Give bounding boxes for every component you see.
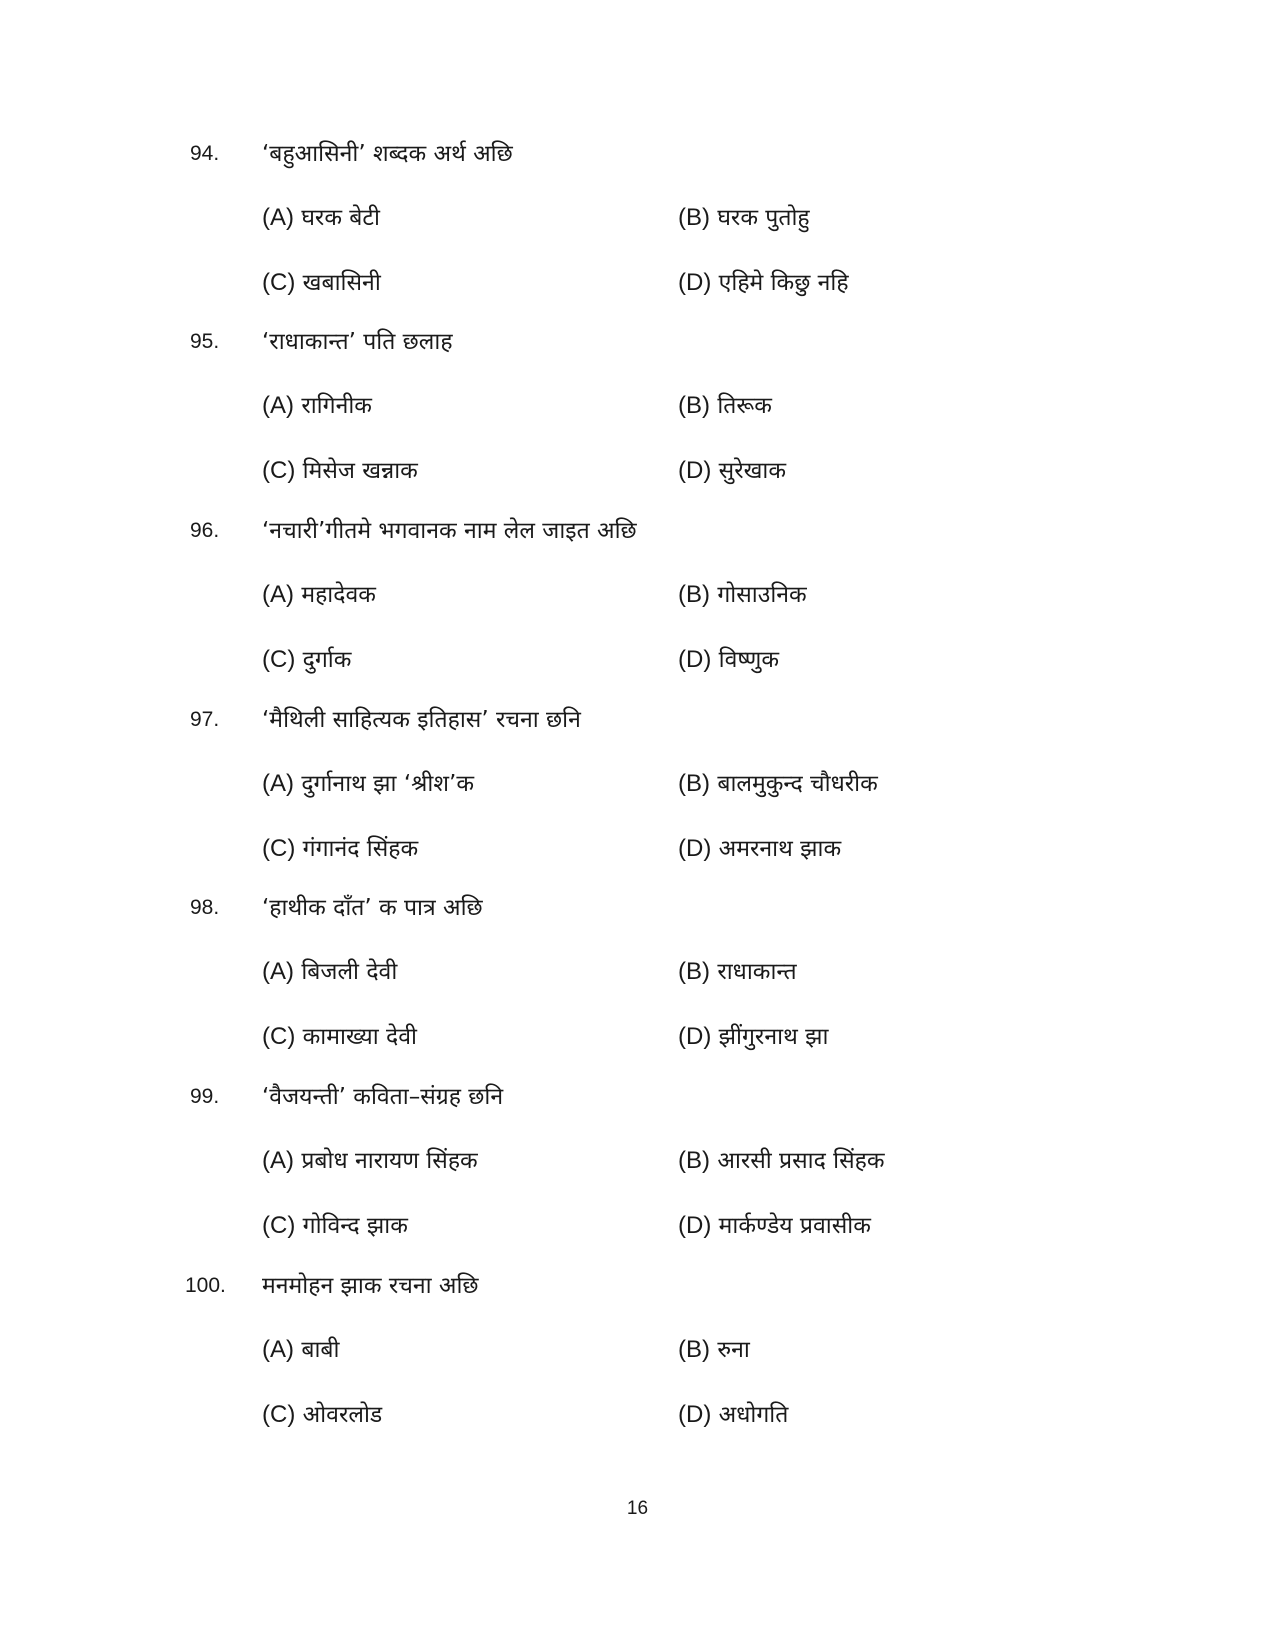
option-text: बालमुकुन्द चौधरीक xyxy=(717,771,878,797)
question-text: ‘हाथीक दाँत’ क पात्र अछि xyxy=(262,895,483,921)
option-text: घरक बेटी xyxy=(301,205,380,231)
option-letter: (A) xyxy=(262,581,294,608)
option-letter: (A) xyxy=(262,958,294,985)
option-text: दुर्गानाथ झा ‘श्रीश’क xyxy=(301,771,474,797)
option-text: एहिमे किछु नहि xyxy=(718,270,849,296)
option-b xyxy=(678,1335,750,1365)
option-text: ओवरलोड xyxy=(302,1402,383,1428)
option-letter: (D) xyxy=(678,835,712,862)
option-text: दुर्गाक xyxy=(302,647,352,673)
question-96 xyxy=(0,516,1275,706)
option-d xyxy=(678,1022,828,1052)
question-number: 96. xyxy=(190,519,220,542)
option-letter: (B) xyxy=(678,770,710,797)
question-text: ‘राधाकान्त’ पति छलाह xyxy=(262,329,453,355)
question-number: 98. xyxy=(190,896,220,919)
option-a xyxy=(262,957,397,987)
option-letter: (C) xyxy=(262,1212,296,1239)
option-b xyxy=(678,203,810,233)
option-letter: (D) xyxy=(678,457,712,484)
option-text: विष्णुक xyxy=(718,647,780,673)
option-text: गंगानंद सिंहक xyxy=(302,836,419,862)
option-text: मार्कण्डेय प्रवासीक xyxy=(718,1213,871,1239)
option-letter: (A) xyxy=(262,1147,294,1174)
option-text: कामाख्या देवी xyxy=(302,1024,417,1050)
question-97 xyxy=(0,705,1275,895)
option-letter: (D) xyxy=(678,1023,712,1050)
option-text: तिरूक xyxy=(717,393,772,419)
option-text: मिसेज खन्नाक xyxy=(302,458,418,484)
question-text: मनमोहन झाक रचना अछि xyxy=(262,1273,479,1299)
question-94 xyxy=(0,139,1275,329)
question-100 xyxy=(0,1271,1275,1461)
option-letter: (C) xyxy=(262,1401,296,1428)
option-b xyxy=(678,957,797,987)
question-number: 94. xyxy=(190,142,220,165)
option-a xyxy=(262,580,376,610)
option-d xyxy=(678,268,849,298)
page-number: 16 xyxy=(626,1498,649,1519)
question-text: ‘मैथिली साहित्यक इतिहास’ रचना छनि xyxy=(262,707,581,733)
question-text: ‘नचारी’गीतमे भगवानक नाम लेल जाइत अछि xyxy=(262,518,637,544)
option-c xyxy=(262,1211,408,1241)
question-95 xyxy=(0,327,1275,517)
option-text: रुना xyxy=(717,1337,750,1363)
option-b xyxy=(678,391,772,421)
option-letter: (B) xyxy=(678,392,710,419)
option-letter: (D) xyxy=(678,1401,712,1428)
option-b xyxy=(678,580,807,610)
option-letter: (B) xyxy=(678,1147,710,1174)
option-b xyxy=(678,1146,885,1176)
question-text: ‘बहुआसिनी’ शब्दक अर्थ अछि xyxy=(262,141,513,167)
option-letter: (C) xyxy=(262,1023,296,1050)
option-c xyxy=(262,1400,382,1430)
option-d xyxy=(678,1211,871,1241)
option-text: अमरनाथ झाक xyxy=(718,836,842,862)
question-99 xyxy=(0,1082,1275,1272)
option-letter: (B) xyxy=(678,581,710,608)
option-text: रागिनीक xyxy=(301,393,372,419)
option-d xyxy=(678,645,779,675)
option-text: आरसी प्रसाद सिंहक xyxy=(717,1148,885,1174)
option-c xyxy=(262,456,418,486)
option-letter: (B) xyxy=(678,204,710,231)
question-number: 100. xyxy=(185,1274,226,1297)
option-text: झींगुरनाथ झा xyxy=(718,1024,829,1050)
option-letter: (B) xyxy=(678,958,710,985)
option-a xyxy=(262,203,380,233)
option-a xyxy=(262,1335,340,1365)
option-letter: (A) xyxy=(262,204,294,231)
option-c xyxy=(262,268,381,298)
option-text: गोसाउनिक xyxy=(717,582,807,608)
option-letter: (C) xyxy=(262,835,296,862)
option-text: बिजली देवी xyxy=(301,959,398,985)
option-letter: (C) xyxy=(262,269,296,296)
option-letter: (A) xyxy=(262,1336,294,1363)
option-letter: (B) xyxy=(678,1336,710,1363)
option-text: सुरेखाक xyxy=(718,458,787,484)
option-text: बाबी xyxy=(301,1337,340,1363)
option-letter: (D) xyxy=(678,1212,712,1239)
option-letter: (A) xyxy=(262,770,294,797)
question-number: 97. xyxy=(190,708,220,731)
option-text: अधोगति xyxy=(718,1402,789,1428)
option-a xyxy=(262,391,372,421)
option-c xyxy=(262,1022,417,1052)
question-98 xyxy=(0,893,1275,1083)
option-text: राधाकान्त xyxy=(717,959,797,985)
option-c xyxy=(262,645,351,675)
option-text: महादेवक xyxy=(301,582,376,608)
option-text: घरक पुतोहु xyxy=(717,205,810,231)
option-d xyxy=(678,1400,788,1430)
question-number: 95. xyxy=(190,330,220,353)
option-letter: (A) xyxy=(262,392,294,419)
option-d xyxy=(678,456,786,486)
option-a xyxy=(262,769,474,799)
option-letter: (C) xyxy=(262,457,296,484)
option-d xyxy=(678,834,841,864)
option-text: गोविन्द झाक xyxy=(302,1213,408,1239)
option-text: खबासिनी xyxy=(302,270,381,296)
option-text: प्रबोध नारायण सिंहक xyxy=(301,1148,478,1174)
option-c xyxy=(262,834,418,864)
question-number: 99. xyxy=(190,1085,220,1108)
option-a xyxy=(262,1146,478,1176)
option-letter: (C) xyxy=(262,646,296,673)
question-text: ‘वैजयन्ती’ कविता–संग्रह छनि xyxy=(262,1084,504,1110)
option-letter: (D) xyxy=(678,646,712,673)
option-letter: (D) xyxy=(678,269,712,296)
option-b xyxy=(678,769,878,799)
